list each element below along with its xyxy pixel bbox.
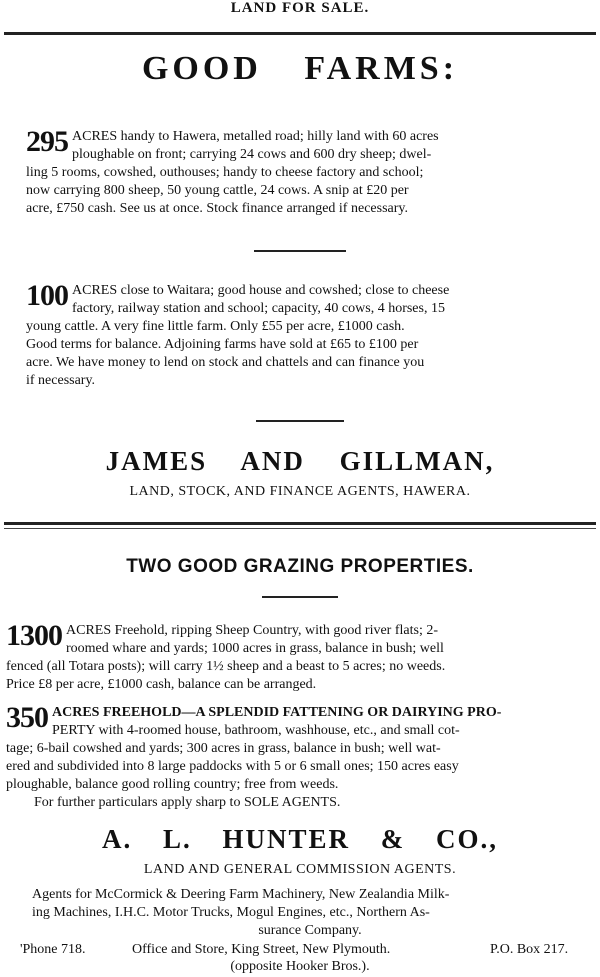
ad2-heading: TWO GOOD GRAZING PROPERTIES. — [126, 556, 474, 577]
header-rule — [4, 32, 596, 35]
listing-line: fenced (all Totara posts); will carry 1½ sheep and a beast to 5 acres; no weeds. — [6, 659, 446, 674]
listing-line: ACRES close to Waitara; good house and cowshed; close to cheese — [72, 283, 450, 298]
ad1-heading: GOOD FARMS: — [141, 50, 459, 87]
listing-line: if necessary. — [26, 373, 96, 388]
listing-line: acre. We have money to lend on stock and chattels and can finance you — [26, 355, 425, 370]
listing-line: For further particulars apply sharp to SOLE AGENTS. — [34, 795, 341, 810]
listing-line: tage; 6-bail cowshed and yards; 300 acres in grass, balance in bush; well wat- — [6, 741, 441, 756]
page-header-title: LAND FOR SALE. — [230, 0, 370, 16]
ad2-footer-po-box: P.O. Box 217. — [490, 942, 569, 957]
ad2-footer-office: Office and Store, King Street, New Plymouth. — [132, 942, 391, 957]
listing-line: ACRES FREEHOLD—A SPLENDID FATTENING OR DAIRYING PRO- — [52, 705, 502, 720]
listing-line: Price £8 per acre, £1000 cash, balance can be arranged. — [6, 677, 317, 692]
listing-line: now carrying 800 sheep, 50 young cattle, 24 cows. A snip at £20 per — [26, 183, 409, 198]
divider-short — [262, 596, 338, 598]
agency-line: ing Machines, I.H.C. Motor Trucks, Mogul Engines, etc., Northern As- — [32, 905, 430, 920]
listing-line: ACRES handy to Hawera, metalled road; hilly land with 60 acres — [72, 129, 439, 144]
ad2-listing-1300 — [6, 619, 596, 694]
listing-line: roomed whare and yards; 1000 acres in grass, balance in bush; well — [66, 641, 444, 656]
ad1-listing-295 — [26, 125, 578, 218]
ad-separator-rule — [4, 522, 596, 525]
listing-line: young cattle. A very fine little farm. Only £55 per acre, £1000 cash. — [26, 319, 405, 334]
divider-short — [254, 250, 346, 252]
listing-line: ploughable on front; carrying 24 cows and 600 dry sheep; dwel- — [72, 147, 432, 162]
ad2-footer-phone: 'Phone 718. — [20, 942, 86, 957]
listing-line: ACRES Freehold, ripping Sheep Country, with good river flats; 2- — [66, 623, 438, 638]
listing-line: ling 5 rooms, cowshed, outhouses; handy to cheese factory and school; — [26, 165, 424, 180]
listing-line: PERTY with 4-roomed house, bathroom, washhouse, etc., and small cot- — [52, 723, 460, 738]
ad2-agency-text — [32, 886, 588, 940]
ad2-listing-350 — [6, 701, 596, 812]
ad1-agent-name: JAMES AND GILLMAN, — [105, 446, 495, 476]
ad2-agent-description: LAND AND GENERAL COMMISSION AGENTS. — [143, 862, 457, 877]
acres-number: 350 — [6, 701, 48, 734]
listing-line: Good terms for balance. Adjoining farms have sold at £65 to £100 per — [26, 337, 419, 352]
agency-line: surance Company. — [258, 923, 362, 938]
listing-line: ploughable, balance good rolling country; free from weeds. — [6, 777, 339, 792]
acres-number: 1300 — [6, 619, 62, 652]
divider-short — [256, 420, 344, 422]
listing-line: acre, £750 cash. See us at once. Stock finance arranged if necessary. — [26, 201, 408, 216]
ad1-listing-100 — [26, 279, 578, 390]
ad-separator-rule-thin — [4, 528, 596, 529]
acres-number: 100 — [26, 279, 68, 312]
agency-line: Agents for McCormick & Deering Farm Machinery, New Zealandia Milk- — [32, 887, 450, 902]
ad2-agent-name: A. L. HUNTER & CO., — [101, 824, 498, 854]
listing-line: ered and subdivided into 8 large paddocks with 5 or 6 small ones; 150 acres easy — [6, 759, 459, 774]
listing-line: factory, railway station and school; capacity, 40 cows, 4 horses, 15 — [72, 301, 445, 316]
acres-number: 295 — [26, 125, 68, 158]
ad2-footer-opposite: (opposite Hooker Bros.). — [230, 959, 370, 974]
ad1-agent-description: LAND, STOCK, AND FINANCE AGENTS, HAWERA. — [129, 484, 471, 499]
